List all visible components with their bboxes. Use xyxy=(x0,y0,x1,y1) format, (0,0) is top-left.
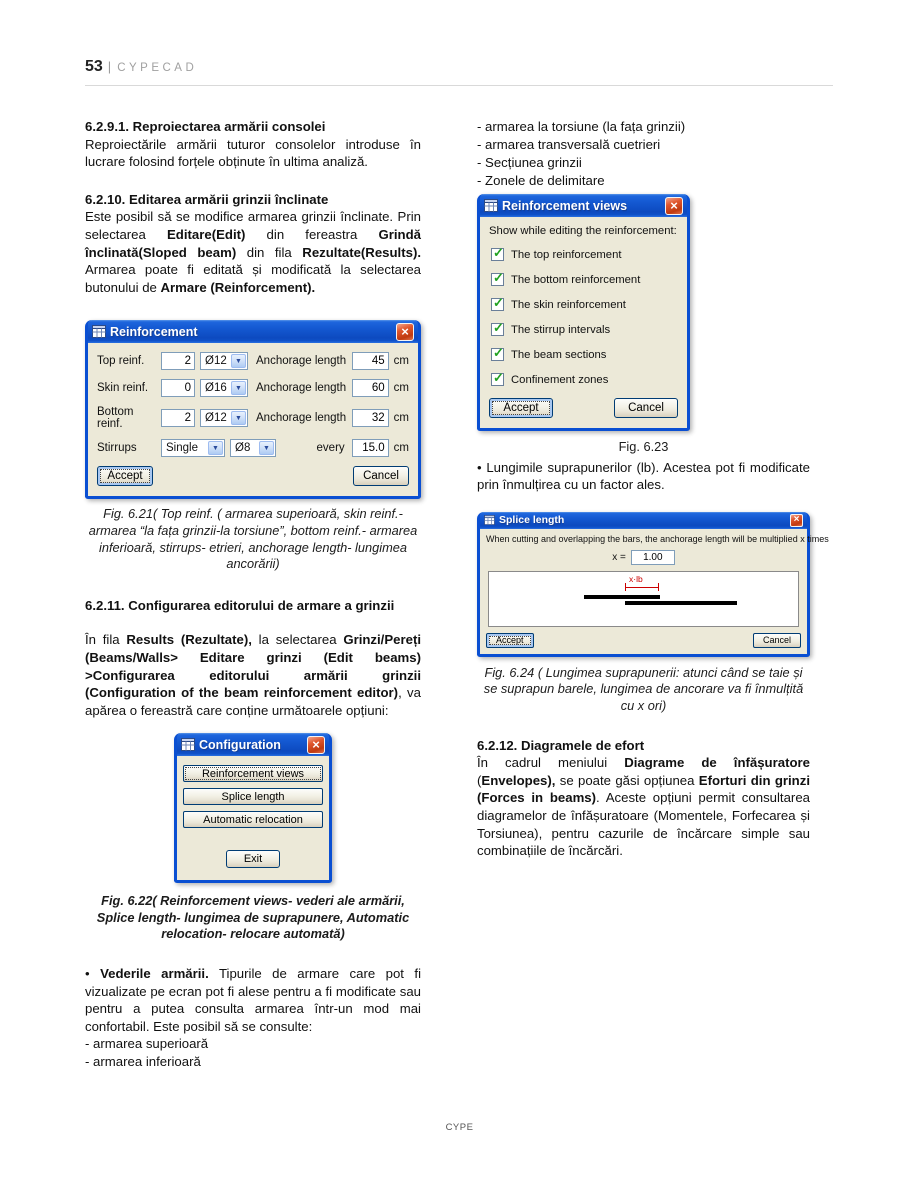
checkbox-option xyxy=(491,320,678,336)
field-label: x = xyxy=(612,551,626,563)
stirrup-spacing-input[interactable] xyxy=(352,439,389,457)
paragraph: • Lungimile suprapunerilor (lb). Acestea pot fi modificate prin înmulțirea cu un factor ales. xyxy=(477,459,810,493)
close-button[interactable] xyxy=(665,197,683,215)
stirrups-row xyxy=(97,439,409,457)
page-header xyxy=(85,58,197,76)
splice-length-button[interactable]: Splice length xyxy=(183,788,323,805)
section-heading: 6.2.10. Editarea armării grinzii înclinate xyxy=(85,191,329,207)
automatic-relocation-button[interactable]: Automatic relocation xyxy=(183,811,323,828)
dialog-title: Splice length xyxy=(499,514,565,527)
accept-button[interactable]: Accept xyxy=(97,466,153,486)
dialog-title: Configuration xyxy=(199,737,281,752)
list-item: - armarea la torsiune (la fața grinzii) xyxy=(477,119,686,134)
checkmark-icon: ✓ xyxy=(493,295,504,310)
checkbox-option xyxy=(491,345,678,361)
left-column xyxy=(85,118,421,1071)
checkbox-option xyxy=(491,245,678,261)
checkbox[interactable] xyxy=(491,270,504,286)
chevron-down-icon: ▼ xyxy=(231,381,246,395)
section-heading: 6.2.11. Configurarea editorului de armare a grinzii xyxy=(85,597,395,613)
unit-label: cm xyxy=(393,442,409,455)
dialog-prompt: When cutting and overlapping the bars, the anchorage length will be multiplied x times xyxy=(486,533,829,544)
measure-line xyxy=(625,587,659,588)
figure-caption: Fig. 6.22( Reinforcement views- vederi ale armării, Splice length- lungimea de suprapunere, Automatic relocation- relocare automată) xyxy=(96,893,410,942)
reinforcement-dialog xyxy=(85,320,421,499)
figure-caption: Fig. 6.24 ( Lungimea suprapunerii: atunci când se taie și se suprapun barele, lungimea de ancorare va fi înmulțită cu x ori) xyxy=(483,664,804,713)
dialog-body xyxy=(480,529,829,654)
dialog-buttons xyxy=(489,398,678,418)
multiplier-row xyxy=(486,550,801,565)
page-number: 53 xyxy=(85,58,103,75)
top-bar xyxy=(584,595,660,599)
list-item: - armarea inferioară xyxy=(85,1054,201,1070)
configuration-dialog xyxy=(174,733,332,883)
checkbox-label: The beam sections xyxy=(511,348,607,361)
section-heading: 6.2.9.1. Reproiectarea armării consolei xyxy=(85,119,326,134)
splice-length-dialog xyxy=(477,512,829,657)
dialog-buttons xyxy=(97,466,409,486)
unit-label: cm xyxy=(393,382,409,395)
bottom-reinf-diameter-select[interactable]: Ø12 ▼ xyxy=(200,409,248,427)
chevron-down-icon: ▼ xyxy=(208,441,223,455)
checkbox-label: The top reinforcement xyxy=(511,248,622,261)
bottom-bar xyxy=(625,601,737,605)
list-item: - Zonele de delimitare xyxy=(477,173,605,188)
skin-anchorage-length-input[interactable] xyxy=(352,379,389,397)
header-rule xyxy=(85,85,833,86)
checkbox-label: The stirrup intervals xyxy=(511,323,611,336)
bottom-anchorage-length-input[interactable] xyxy=(352,409,389,427)
multiplier-input[interactable] xyxy=(631,550,675,565)
dialog-buttons xyxy=(486,633,801,648)
field-label: Anchorage length xyxy=(256,355,347,368)
top-reinf-row xyxy=(97,352,409,370)
accept-button[interactable]: Accept xyxy=(486,633,534,648)
reinforcement-views-button[interactable]: Reinforcement views xyxy=(183,765,323,782)
field-label: Top reinf. xyxy=(97,355,145,368)
checkbox-label: Confinement zones xyxy=(511,373,609,386)
paragraph: În fila Results (Rezultate), la selectarea Grinzi/Pereți (Beams/Walls> Editare grinzi (Edit beams) >Configurarea editorului armării grinzii (Configuration of the beam reinforcement editor), va apărea o fereastră care conține următoarele opțiuni: xyxy=(85,632,421,718)
checkbox-option xyxy=(491,295,678,311)
dialog-body xyxy=(480,217,687,428)
chevron-down-icon: ▼ xyxy=(231,354,246,368)
checkbox[interactable] xyxy=(491,295,504,311)
close-icon: × xyxy=(312,737,320,753)
bottom-reinf-row xyxy=(97,406,409,430)
figure-caption: Fig. 6.23 xyxy=(618,439,669,454)
field-label: Anchorage length xyxy=(256,382,347,395)
dialog-body xyxy=(88,343,418,496)
reinforcement-views-dialog-titlebar xyxy=(480,194,687,217)
unit-label: cm xyxy=(393,355,409,368)
checkmark-icon: ✓ xyxy=(493,370,504,385)
figure-caption: Fig. 6.21( Top reinf. ( armarea superioară, skin reinf.- armarea “la fața grinzii-la torsiune”, bottom reinf.- armarea inferioară, stirrups- etrieri, anchorage length- lungimea ancorării) xyxy=(88,506,418,572)
header-separator: | xyxy=(107,59,112,74)
field-label: Skin reinf. xyxy=(97,382,149,395)
stirrup-type-select[interactable]: Single ▼ xyxy=(161,439,225,457)
close-icon: × xyxy=(401,324,409,340)
right-column xyxy=(477,118,829,860)
checkbox[interactable] xyxy=(491,320,504,336)
paragraph: În cadrul meniului Diagrame de înfășuratore (Envelopes), se poate găsi opțiunea Eforturi din grinzi (Forces in beams). Aceste opțiuni permit consultarea diagramelor de înfășuratoare (Momentele, Forfecarea și Torsiunea), pentru cazurile de încărcare simple sau combinațiile de încărcări. xyxy=(477,755,810,859)
top-reinf-count-input[interactable] xyxy=(161,352,195,370)
configuration-dialog-titlebar xyxy=(177,733,329,756)
checkmark-icon: ✓ xyxy=(493,320,504,335)
unit-label: cm xyxy=(393,412,409,425)
checkbox[interactable] xyxy=(491,245,504,261)
skin-reinf-diameter-select[interactable]: Ø16 ▼ xyxy=(200,379,248,397)
splice-length-dialog-titlebar xyxy=(480,512,807,529)
stirrup-diameter-select[interactable]: Ø8 ▼ xyxy=(230,439,276,457)
section-heading: 6.2.12. Diagramele de efort xyxy=(477,737,645,753)
chevron-down-icon: ▼ xyxy=(259,441,274,455)
cancel-button[interactable]: Cancel xyxy=(614,398,678,418)
paragraph: Reproiectările armării tuturor consolelor introduse în lucrare folosind forțele obținute în ultima analiză. xyxy=(85,136,421,170)
checkbox-option xyxy=(491,270,678,286)
close-icon: × xyxy=(670,198,678,213)
window-icon xyxy=(92,325,106,338)
paragraph: • Vederile armării. Tipurile de armare care pot fi vizualizate pe ecran pot fi alese pentru a fi modificate sau pentru a putea consulta armarea într-un mod mai confortabil. Este posibil să se consulte: xyxy=(85,966,422,1034)
window-icon xyxy=(181,738,195,751)
list-item: - armarea superioară xyxy=(85,1036,209,1052)
exit-button[interactable]: Exit xyxy=(226,850,280,868)
measure-label: x·lb xyxy=(629,573,643,584)
field-label: Stirrups xyxy=(97,442,137,455)
list-item: - Secțiunea grinzii xyxy=(477,155,582,170)
brand-name: CYPECAD xyxy=(117,62,198,74)
checkbox-option xyxy=(491,370,678,386)
close-icon: × xyxy=(793,514,800,526)
window-icon xyxy=(484,199,498,212)
skin-reinf-count-input[interactable] xyxy=(161,379,195,397)
dialog-title: Reinforcement xyxy=(110,324,198,339)
chevron-down-icon: ▼ xyxy=(231,411,246,425)
reinforcement-views-dialog xyxy=(477,194,690,431)
checkbox-label: The bottom reinforcement xyxy=(511,273,641,286)
checkmark-icon: ✓ xyxy=(493,245,504,260)
dialog-title: Reinforcement views xyxy=(502,198,628,213)
field-label: Anchorage length xyxy=(256,412,347,425)
bottom-reinf-count-input[interactable] xyxy=(161,409,195,427)
skin-reinf-row xyxy=(97,379,409,397)
dialog-prompt: Show while editing the reinforcement: xyxy=(489,225,677,237)
window-icon xyxy=(484,515,495,525)
checkmark-icon: ✓ xyxy=(493,345,504,360)
field-label: Bottom reinf. xyxy=(97,406,134,431)
checkbox[interactable] xyxy=(491,370,504,386)
page-footer: CYPE xyxy=(445,1122,474,1133)
accept-button[interactable]: Accept xyxy=(489,398,553,418)
checkmark-icon: ✓ xyxy=(493,270,504,285)
list-item: - armarea transversală cuetrieri xyxy=(477,137,661,152)
close-button[interactable] xyxy=(307,736,325,754)
paragraph: Este posibil să se modifice armarea grinzii înclinate. Prin selectarea Editare(Edit) din fereastra Grindă înclinată(Sloped beam) din fila Rezultate(Results). Armarea poate fi editată și modificată la selectarea butonului de Armare (Reinforcement). xyxy=(85,209,422,295)
close-button[interactable] xyxy=(790,514,803,527)
reinforcement-dialog-titlebar xyxy=(88,320,418,343)
splice-diagram xyxy=(488,571,799,627)
field-label: every xyxy=(316,442,345,455)
close-button[interactable] xyxy=(396,323,414,341)
dialog-body xyxy=(177,756,329,880)
top-anchorage-length-input[interactable] xyxy=(352,352,389,370)
top-reinf-diameter-select[interactable]: Ø12 ▼ xyxy=(200,352,248,370)
cancel-button[interactable]: Cancel xyxy=(753,633,801,648)
checkbox[interactable] xyxy=(491,345,504,361)
checkbox-label: The skin reinforcement xyxy=(511,298,626,311)
cancel-button[interactable]: Cancel xyxy=(353,466,409,486)
